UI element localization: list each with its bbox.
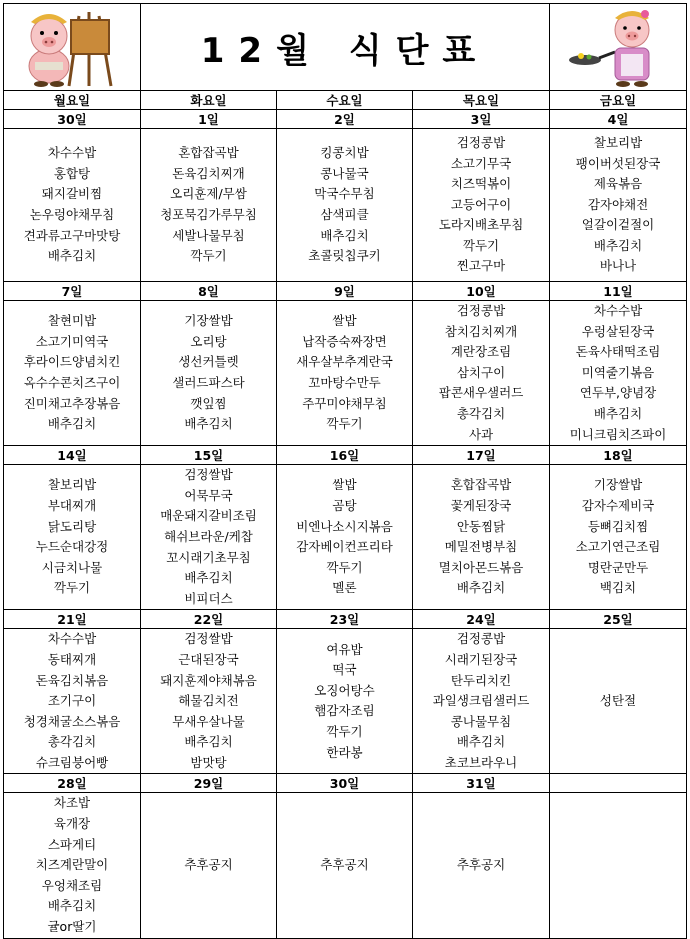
- menu-item: 탄두리치킨: [450, 672, 512, 688]
- menu-item: 초콜릿칩쿠키: [308, 248, 381, 264]
- menu-cell: [277, 301, 413, 446]
- menu-item: 참치김치찌개: [444, 323, 518, 339]
- weekday-thu: 목요일: [413, 91, 550, 110]
- menu-row: [4, 465, 687, 610]
- menu-item: 감자베이컨프리타: [296, 539, 393, 555]
- menu-item: 얼갈이겉절이: [581, 217, 655, 233]
- date-cell: 9일: [277, 282, 413, 301]
- menu-item: 총각김치: [47, 734, 97, 750]
- menu-item: 오리탕: [190, 333, 227, 349]
- menu-item: 부대찌개: [47, 498, 97, 514]
- menu-item: 슈크림붕어빵: [35, 754, 109, 770]
- menu-item: 꼬마탕수만두: [308, 375, 381, 391]
- date-cell: 30일: [277, 774, 413, 793]
- menu-item: 찰현미밥: [47, 313, 97, 329]
- weekday-wed: 수요일: [277, 91, 413, 110]
- menu-item: 미역줄기볶음: [581, 364, 655, 380]
- menu-cell: [141, 629, 277, 774]
- date-cell: 28일: [4, 774, 141, 793]
- menu-item: 계란장조림: [450, 344, 512, 360]
- menu-item: 배추김치: [593, 237, 643, 253]
- menu-item: 해물김치전: [178, 693, 239, 709]
- date-cell: 23일: [277, 610, 413, 629]
- menu-cell: [4, 793, 141, 938]
- menu-item: 메밀전병부침: [444, 539, 518, 555]
- menu-row: [4, 301, 687, 446]
- menu-item: 새우살부추계란국: [296, 354, 393, 370]
- menu-item: 차조밥: [53, 795, 91, 811]
- menu-item: 세발나물무침: [172, 227, 245, 243]
- menu-item: 근대된장국: [178, 651, 239, 667]
- menu-cell: [413, 129, 550, 282]
- date-cell: 3일: [413, 110, 550, 129]
- date-cell: 16일: [277, 446, 413, 465]
- menu-item: 치즈계란말이: [35, 857, 109, 873]
- date-row: [4, 610, 687, 629]
- menu-item: 돈육김치볶음: [35, 672, 109, 688]
- date-cell: 1일: [141, 110, 277, 129]
- menu-item: 깍두기: [326, 416, 363, 432]
- menu-item: 깻잎찜: [190, 395, 227, 411]
- menu-item: 생선커틀렛: [178, 354, 239, 370]
- date-row: [4, 110, 687, 129]
- date-cell: 21일: [4, 610, 141, 629]
- menu-item: 킹콩치밥: [320, 145, 369, 161]
- menu-item: 치즈떡볶이: [450, 176, 512, 192]
- menu-item: 성탄절: [599, 693, 637, 709]
- menu-item: 감자야채전: [587, 196, 649, 212]
- menu-item: 떡국: [332, 662, 357, 678]
- menu-row: [4, 629, 687, 774]
- weekday-tue: 화요일: [141, 91, 277, 110]
- menu-item: 돼지갈비찜: [41, 186, 103, 202]
- menu-item: 해쉬브라운/케찹: [164, 528, 253, 544]
- menu-item: 검정콩밥: [456, 303, 506, 318]
- menu-item: 검정콩밥: [456, 134, 506, 150]
- menu-item: 귤or딸기: [47, 919, 97, 935]
- header-row: [4, 4, 687, 91]
- menu-item: 추후공지: [320, 857, 369, 873]
- menu-item: 옥수수콘치즈구이: [23, 375, 121, 391]
- menu-item: 시래기된장국: [444, 651, 518, 667]
- date-cell: 31일: [413, 774, 550, 793]
- menu-item: 스파게티: [47, 836, 97, 852]
- menu-item: 깍두기: [326, 723, 363, 739]
- menu-item: 검정쌀밥: [184, 467, 233, 483]
- menu-item: 깍두기: [53, 580, 91, 596]
- menu-item: 매운돼지갈비조림: [160, 508, 257, 524]
- date-cell: 14일: [4, 446, 141, 465]
- menu-cell: [277, 129, 413, 282]
- menu-item: 총각김치: [456, 405, 506, 421]
- menu-item: 샐러드파스타: [172, 375, 245, 391]
- menu-item: 돼지훈제야채볶음: [160, 672, 257, 688]
- menu-item: 안동찜닭: [456, 518, 506, 534]
- menu-item: 어묵무국: [184, 487, 233, 503]
- menu-item: 홍합탕: [53, 165, 91, 181]
- menu-cell: [413, 465, 550, 610]
- menu-item: 누드순대강정: [35, 539, 109, 555]
- menu-item: 배추김치: [47, 898, 97, 914]
- menu-item: 찐고구마: [456, 258, 506, 274]
- menu-item: 시금치나물: [41, 559, 103, 575]
- menu-row: [4, 793, 687, 938]
- menu-item: 삼치구이: [456, 364, 506, 380]
- menu-item: 햄감자조림: [314, 703, 375, 719]
- menu-item: 우엉채조림: [41, 877, 103, 893]
- header-left-illustration: [4, 4, 141, 91]
- date-cell: 24일: [413, 610, 550, 629]
- menu-item: 배추김치: [184, 416, 233, 432]
- date-cell: 15일: [141, 446, 277, 465]
- date-row: [4, 446, 687, 465]
- menu-item: 멸치아몬드볶음: [438, 559, 524, 575]
- menu-item: 소고기미역국: [35, 333, 109, 349]
- date-cell: 4일: [550, 110, 687, 129]
- menu-item: 소고기연근조림: [575, 539, 661, 555]
- menu-cell: [413, 301, 550, 446]
- menu-item: 추후공지: [456, 857, 506, 873]
- menu-item: 과일생크림샐러드: [432, 693, 530, 709]
- menu-item: 바나나: [599, 258, 637, 274]
- menu-item: 비엔나소시지볶음: [296, 518, 393, 534]
- menu-item: 찰보리밥: [47, 477, 97, 493]
- menu-row: [4, 129, 687, 282]
- menu-item: 무새우살나물: [172, 713, 245, 729]
- menu-item: 닭도리탕: [47, 518, 97, 534]
- menu-item: 미니크림치즈파이: [569, 426, 667, 442]
- menu-item: 납작증숙짜장면: [302, 333, 387, 349]
- meal-plan-table: [3, 3, 687, 939]
- menu-item: 막국수무침: [314, 186, 375, 202]
- menu-item: 배추김치: [47, 248, 97, 264]
- menu-item: 제육볶음: [593, 176, 643, 192]
- menu-item: 청포묵김가루무침: [160, 207, 257, 222]
- menu-item: 초코브라우니: [444, 754, 518, 770]
- menu-item: 밤맛탕: [190, 754, 227, 770]
- weekday-fri: 금요일: [550, 91, 687, 110]
- date-cell: 10일: [413, 282, 550, 301]
- menu-item: 곰탕: [332, 498, 357, 514]
- menu-item: 팝콘새우샐러드: [438, 385, 524, 401]
- date-cell: 7일: [4, 282, 141, 301]
- menu-item: 백김치: [599, 580, 637, 596]
- menu-item: 꽃게된장국: [450, 498, 512, 514]
- title-cell: [141, 4, 550, 91]
- menu-item: 혼합잡곡밥: [450, 477, 512, 493]
- menu-item: 팽이버섯된장국: [575, 155, 661, 171]
- menu-item: 차수수밥: [47, 631, 97, 647]
- menu-item: 꼬시래기초무침: [166, 549, 251, 565]
- pig-chef-icon: [563, 6, 673, 88]
- menu-item: 오리훈제/무쌈: [170, 186, 247, 202]
- menu-item: 명란군만두: [587, 559, 649, 575]
- menu-item: 혼합잡곡밥: [178, 145, 239, 161]
- menu-item: 검정쌀밥: [184, 631, 233, 647]
- menu-item: 배추김치: [456, 734, 506, 750]
- menu-item: 육개장: [53, 816, 91, 832]
- date-cell: [550, 774, 687, 793]
- menu-item: 쌀밥: [332, 313, 357, 329]
- weekday-header-row: [4, 91, 687, 110]
- menu-item: 후라이드양념치킨: [23, 354, 121, 370]
- menu-cell: [550, 465, 687, 610]
- menu-item: 소고기무국: [450, 155, 512, 171]
- menu-item: 청경채굴소스볶음: [23, 713, 121, 729]
- page-title: 12월 식단표: [200, 30, 490, 71]
- menu-item: 비피더스: [184, 590, 233, 606]
- menu-cell: [413, 629, 550, 774]
- date-cell: 29일: [141, 774, 277, 793]
- menu-cell: [4, 465, 141, 610]
- menu-item: 콩나물무침: [450, 713, 512, 729]
- menu-cell: [141, 129, 277, 282]
- menu-item: 차수수밥: [47, 145, 97, 161]
- menu-item: 배추김치: [184, 570, 233, 586]
- menu-item: 삼색피클: [320, 207, 369, 222]
- date-cell: 11일: [550, 282, 687, 301]
- menu-cell: [4, 301, 141, 446]
- menu-item: 주꾸미야채무침: [302, 395, 387, 411]
- menu-item: 도라지배초무침: [438, 217, 524, 233]
- menu-item: 기장쌀밥: [184, 313, 233, 329]
- menu-item: 등뼈김치찜: [587, 518, 649, 534]
- menu-cell: [4, 129, 141, 282]
- menu-item: 여유밥: [326, 641, 363, 657]
- date-cell: 17일: [413, 446, 550, 465]
- menu-cell: [141, 465, 277, 610]
- menu-cell: [550, 629, 687, 774]
- menu-item: 추후공지: [184, 857, 233, 873]
- menu-item: 돈육사태떡조림: [575, 344, 661, 360]
- menu-cell: [141, 301, 277, 446]
- menu-cell: [141, 793, 277, 938]
- date-cell: 22일: [141, 610, 277, 629]
- menu-cell: [277, 465, 413, 610]
- menu-item: 배추김치: [456, 580, 506, 596]
- menu-item: 연두부,양념장: [579, 385, 657, 401]
- menu-item: 배추김치: [47, 416, 97, 432]
- menu-item: 논우렁야채무침: [29, 207, 115, 222]
- menu-item: 돈육김치찌개: [172, 165, 245, 181]
- header-right-illustration: [550, 4, 687, 91]
- menu-item: 쌀밥: [332, 477, 357, 493]
- menu-item: 동태찌개: [47, 651, 97, 667]
- date-cell: 8일: [141, 282, 277, 301]
- menu-item: 기장쌀밥: [593, 477, 643, 493]
- menu-item: 고등어구이: [450, 196, 512, 212]
- weeks-body: [4, 110, 687, 939]
- menu-item: 오징어탕수: [314, 682, 375, 698]
- menu-cell: [413, 793, 550, 938]
- menu-item: 깍두기: [190, 248, 227, 264]
- menu-item: 찰보리밥: [593, 134, 643, 150]
- menu-item: 차수수밥: [593, 303, 643, 318]
- menu-item: 사과: [468, 426, 494, 442]
- menu-cell: [277, 629, 413, 774]
- menu-cell: [550, 301, 687, 446]
- menu-item: 배추김치: [184, 734, 233, 750]
- weekday-mon: 월요일: [4, 91, 141, 110]
- menu-item: 조기구이: [47, 693, 97, 709]
- date-cell: 2일: [277, 110, 413, 129]
- menu-cell: [277, 793, 413, 938]
- date-row: [4, 282, 687, 301]
- menu-item: 감자수제비국: [581, 498, 655, 514]
- menu-item: 깍두기: [462, 237, 500, 253]
- date-cell: 25일: [550, 610, 687, 629]
- date-cell: 18일: [550, 446, 687, 465]
- menu-item: 한라봉: [326, 744, 363, 760]
- menu-item: 콩나물국: [320, 165, 369, 181]
- menu-item: 멜론: [332, 580, 357, 596]
- menu-item: 깍두기: [326, 559, 363, 575]
- menu-cell: [550, 129, 687, 282]
- pig-painter-icon: [17, 6, 127, 88]
- date-row: [4, 774, 687, 793]
- menu-item: 진미채고추장볶음: [23, 395, 121, 411]
- menu-item: 우렁살된장국: [581, 323, 655, 339]
- menu-item: 검정콩밥: [456, 631, 506, 647]
- menu-cell: [550, 793, 687, 938]
- date-cell: 30일: [4, 110, 141, 129]
- menu-item: 배추김치: [320, 227, 369, 243]
- menu-item: 배추김치: [593, 405, 643, 421]
- menu-item: 견과류고구마맛탕: [23, 227, 121, 243]
- menu-cell: [4, 629, 141, 774]
